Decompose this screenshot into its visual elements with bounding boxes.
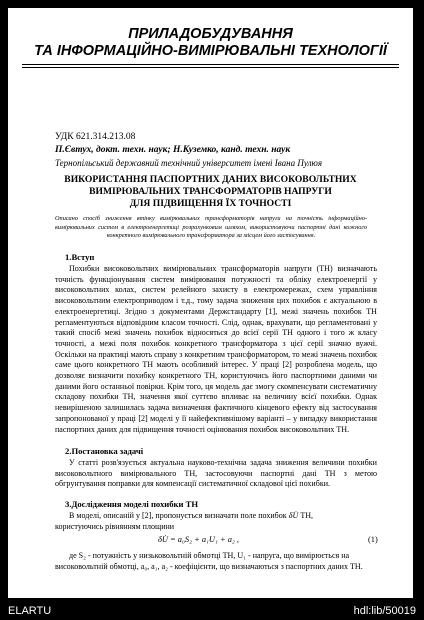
section-3-line2: користуючись рівнянням площини — [55, 521, 175, 531]
equation-number: (1) — [368, 535, 378, 544]
header-rule-top — [22, 64, 399, 65]
journal-header-line1: ПРИЛАДОБУДУВАННЯ — [128, 26, 293, 42]
paper-title-line2: ВИМІРЮВАЛЬНИХ ТРАНСФОРМАТОРІВ НАПРУГИ — [89, 186, 332, 197]
section-3-body-cont — [55, 551, 377, 572]
udk-code: УДК 621.314.213.08 — [55, 132, 136, 142]
section-2-body — [55, 458, 377, 490]
section-3-line3: де S₂ - потужність у низьковольтній обмотці ТН, U₁ - напруга, що вимірюється на — [69, 551, 350, 560]
section-1-body — [55, 264, 377, 435]
paper-title-line3: ДЛЯ ПІДВИЩЕННЯ ЇХ ТОЧНОСТІ — [129, 198, 292, 209]
section-1-paragraph: Похибки високовольтних вимірювальних трансформаторів напруги (ТН) визначають точність функціонування систем вимірювання потужності та обліку електроенергії у високовольтних колах, систем релейного захисту в електромережах, схем управління високовольтним електроприводом і т.д., тому задача зниження цих похибок є актуальною в електроенергетиці. Згідно з документами Держстандарту [1], межі значень похибок ТН регламентуються відповідним класом точності. Слід, однак, врахувати, що регламентовані у такий спосіб межі значень похибок відносяться до всієї серії ТН одного і того ж класу точності, а межі поля похибок конкретного трансформатора з цієї серії значно вужчі. Оскільки на практиці мають справу з конкретним трансформатором, то межі значень похибок саме цього конкретного ТН мають особливий інтерес. У праці [2] розроблена модель, що дозволяє визначити похибку конкретного ТН, користуючись його паспортними даними чи даними його останньої повірки. Крім того, ця модель дає змогу скомпенсувати систематичну складову похибки ТН, значення якої суттєво впливає на величину всієї похибки. Однак невирішеною залишилась задача визначення фактичного кінцевого ефекту від застосування запропонованої у праці [2] моделі у її найефективнішому варіанті – у випадку використання паспортних даних для підвищення точності оцінювання похибок високовольтних ТН. — [55, 264, 377, 434]
delta-u-symbol: δU̇ — [288, 511, 299, 520]
footer-left-label: ELARTU — [8, 605, 52, 617]
section-2-paragraph: У статті розв'язується актуальна науково-технічна задача зниження величини похибки високовольтного вимірювального ТН, застосовуючи паспортні дані ТН з метою обгрунтування поправки для компенсації систематичної складової цієї похибки. — [55, 458, 377, 489]
journal-header-line2: ТА ІНФОРМАЦІЙНО-ВИМІРЮВАЛЬНІ ТЕХНОЛОГІЇ — [34, 43, 387, 59]
paper-page — [8, 8, 413, 598]
section-1-heading: 1.Вступ — [65, 252, 95, 262]
section-3-line4: високовольтній обмотці, a₀, a₁, a₂ - коефіцієнти, що визначаються з паспортних даних ТН. — [55, 561, 363, 571]
abstract: Описано спосіб зниження втінку вимірювальних трансформаторів напруги на точність інформаційно-вимірювальних систем в електроенергетиці розрахунковим шляхом, використовуючи паспортні дані кожного конкретного вимірювального трансформатора за місцем його застосування. — [55, 215, 367, 240]
affiliation: Тернопільський державний технічний університет імені Івана Пулюя — [55, 158, 323, 168]
paper-title-line1: ВИКОРИСТАННЯ ПАСПОРТНИХ ДАНИХ ВИСОКОВОЛЬТНИХ — [64, 174, 357, 185]
section-3-heading: 3.Дослідження моделі похибки ТН — [65, 499, 199, 509]
header-rule-bottom — [22, 67, 399, 68]
section-3-line1: В моделі, описаній у [2], пропонується визначати поле похибок δU̇ ТН, — [69, 511, 314, 520]
footer-handle-label: hdl:lib/50019 — [353, 605, 416, 617]
authors: П.Євтух, докт. техн. наук; Н.Куземко, канд. техн. наук — [55, 145, 291, 155]
equation-formula: δU̇ = a₀S₂ + a₁U₁ + a₂ , — [158, 535, 240, 544]
section-3-body — [55, 511, 377, 532]
section-2-heading: 2.Постановка задачі — [65, 446, 144, 456]
